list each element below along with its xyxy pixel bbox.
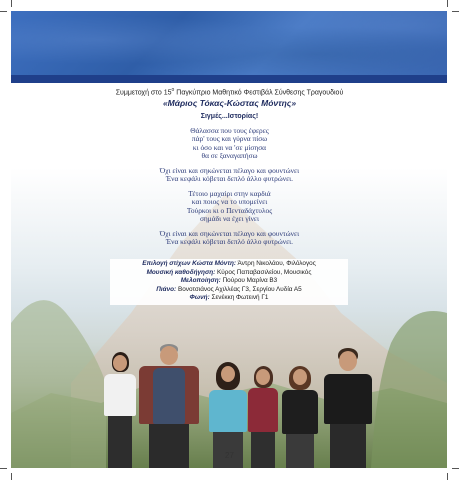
lyric-line: Τούρκοι κι ο Πενταδάχτυλος [186, 205, 273, 215]
credit-value: Πούρου Μαρίνα Β3 [220, 277, 278, 285]
credits-box [110, 259, 348, 305]
credit-value: Βονοτσιάνος Αχιλλέας Γ3, Σεργίου Λυδία Α5 [176, 285, 302, 293]
person-legs [149, 424, 189, 468]
lyric-line: σημάδι να έχει γίνει [199, 214, 260, 224]
crop-mark [452, 11, 459, 12]
lyric-line: πάρ' τους και γύρνα πίσω [191, 134, 268, 144]
crop-mark [452, 468, 459, 469]
person-torso [209, 390, 247, 432]
lyric-line: Ένα κεφάλι κόβεται δεπλό άλλο φυτρώνει. [165, 237, 294, 247]
credit-value: Άντρη Νικολάου, Φιλόλογος [236, 260, 316, 267]
person-shirt [153, 368, 185, 424]
lyrics-stanza-3 [0, 190, 459, 224]
lyric-line: και ποιος να το υπομείνει [191, 197, 268, 207]
lyric-line: Ένα κεφάλι κόβεται δεπλό άλλο φυτρώνει. [165, 174, 294, 184]
banner-texture [11, 11, 447, 83]
person-head [221, 366, 235, 382]
credit-value: Κύρος Παπαβασιλείου, Μουσικός [215, 268, 312, 276]
person-torso [324, 374, 372, 424]
crop-mark [0, 468, 7, 469]
intro-prefix: Συμμετοχή στο 15 [115, 89, 172, 97]
lyric-line: Όχι είναι και σηκώνεται πέλαγο και φουντώνει [159, 229, 300, 238]
crop-mark [11, 473, 12, 480]
person-head [160, 346, 178, 365]
song-title: «Μάριος Τόκας-Κώστας Μόντης» [162, 98, 297, 108]
person-torso [104, 374, 136, 416]
person-head [293, 369, 307, 385]
person-head [339, 351, 357, 371]
lyric-line: κι όσο και να 'σε μίσησα [192, 142, 267, 152]
person-legs [213, 432, 243, 468]
lyric-line: θα σε ξαναγαπήσω [201, 151, 258, 161]
person-legs [108, 416, 132, 468]
credit-label: Επιλογή στίχων Κώστα Μόντη: [142, 260, 237, 267]
intro-superscript: ο [171, 87, 175, 93]
person-legs [330, 424, 366, 468]
person-head [256, 369, 270, 385]
crop-mark [447, 0, 448, 7]
credit-line [110, 277, 348, 286]
person-legs [251, 432, 275, 468]
person-torso [248, 388, 278, 432]
intro-suffix: Παγκύπριο Μαθητικό Φεστιβάλ Σύνθεσης Τραγουδιού [174, 89, 344, 97]
lyrics-stanza-1 [0, 127, 459, 161]
header-banner [11, 11, 447, 83]
lyrics-stanza-4 [0, 230, 459, 247]
crop-mark [447, 473, 448, 480]
crop-mark [11, 0, 12, 7]
crop-mark [0, 11, 7, 12]
credit-line [110, 269, 348, 278]
credit-label: Φωνή: [189, 294, 210, 302]
credit-line [110, 294, 348, 303]
credit-label: Μελοποίηση: [180, 277, 221, 285]
credit-label: Πιάνο: [156, 285, 177, 293]
person-torso [282, 390, 318, 434]
lyric-line: Θάλασσα που τους έφερες [190, 126, 269, 135]
page-number: 27 [225, 451, 234, 460]
song-subtitle: Σιγμές...Ιστορίας! [200, 113, 259, 120]
lyric-line: Όχι είναι και σηκώνεται πέλαγο και φουντώνει [159, 166, 300, 175]
festival-intro [0, 87, 459, 96]
credit-label: Μουσική καθοδήγηση: [146, 268, 216, 276]
credit-value: Σενέκκη Φωτεινή Γ1 [209, 294, 269, 302]
banner-stripe [11, 75, 447, 83]
person-head [113, 355, 127, 371]
credit-line [110, 260, 348, 269]
lyrics-stanza-2 [0, 167, 459, 184]
person-6 [322, 348, 374, 468]
lyric-line: Τέτοιο μαχαίρι στην καρδιά [188, 189, 271, 198]
person-2 [137, 344, 201, 468]
